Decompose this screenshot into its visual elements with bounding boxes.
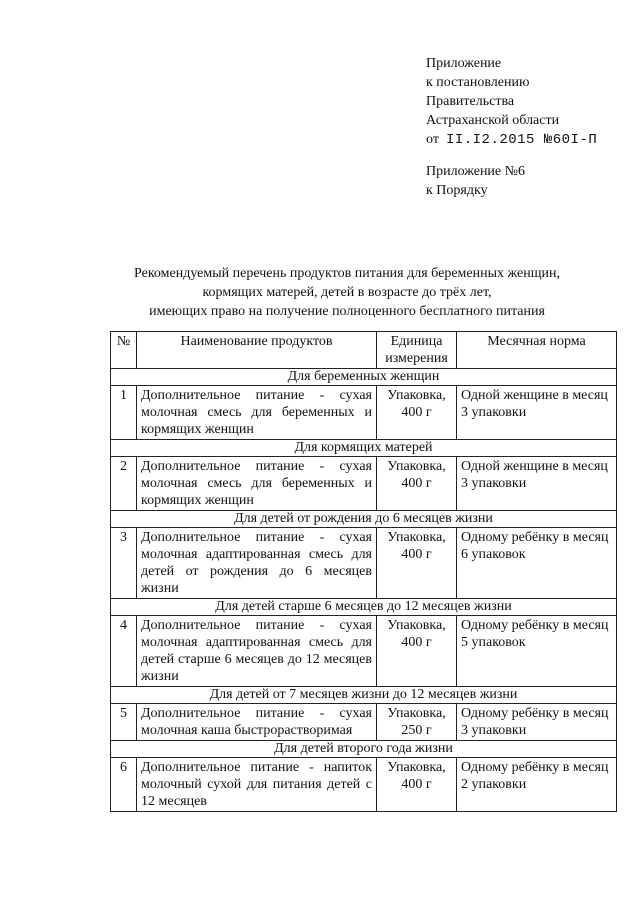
date-prefix: от	[426, 132, 439, 147]
table-row	[111, 457, 617, 511]
appendix-line: Приложение	[426, 56, 502, 71]
row-norm: Одному ребёнку в месяц 5 упаковок	[457, 616, 617, 687]
table-row	[111, 528, 617, 599]
row-norm: Одному ребёнку в месяц 2 упаковки	[457, 758, 617, 812]
products-table	[110, 331, 617, 812]
document-title	[100, 264, 594, 321]
appendix-number: Приложение №6	[426, 164, 525, 179]
appendix-line: Правительства	[426, 94, 515, 109]
title-line: Рекомендуемый перечень продуктов питания для беременных женщин,	[134, 266, 560, 281]
row-norm: Одному ребёнку в месяц 6 упаковок	[457, 528, 617, 599]
header-number: №	[111, 332, 137, 369]
group-title: Для детей от 7 месяцев жизни до 12 месяцев жизни	[111, 687, 617, 704]
row-name: Дополнительное питание - сухая молочная смесь для беременных и кормящих женщин	[137, 457, 377, 511]
group-row	[111, 511, 617, 528]
group-title: Для детей второго года жизни	[111, 741, 617, 758]
header-norm: Месячная норма	[457, 332, 617, 369]
row-number: 2	[111, 457, 137, 511]
row-unit: Упаковка, 400 г	[377, 457, 457, 511]
group-title: Для кормящих матерей	[111, 440, 617, 457]
table-row	[111, 758, 617, 812]
group-row	[111, 741, 617, 758]
row-unit: Упаковка, 400 г	[377, 758, 457, 812]
table-row	[111, 704, 617, 741]
row-name: Дополнительное питание - сухая молочная адаптированная смесь для детей от рождения до 6 месяцев жизни	[137, 528, 377, 599]
row-norm: Одному ребёнку в месяц 3 упаковки	[457, 704, 617, 741]
header-name: Наименование продуктов	[137, 332, 377, 369]
group-row	[111, 687, 617, 704]
group-row	[111, 440, 617, 457]
table-row	[111, 616, 617, 687]
appendix-order: к Порядку	[426, 183, 488, 198]
row-name: Дополнительное питание - сухая молочная каша быстрорастворимая	[137, 704, 377, 741]
group-title: Для детей старше 6 месяцев до 12 месяцев жизни	[111, 599, 617, 616]
title-line: имеющих право на получение полноценного бесплатного питания	[149, 304, 545, 319]
row-unit: Упаковка, 400 г	[377, 386, 457, 440]
row-name: Дополнительное питание - сухая молочная адаптированная смесь для детей старше 6 месяцев до 12 месяцев жизни	[137, 616, 377, 687]
row-name: Дополнительное питание - напиток молочный сухой для питания детей с 12 месяцев	[137, 758, 377, 812]
appendix-line: Астраханской области	[426, 113, 560, 128]
group-title: Для детей от рождения до 6 месяцев жизни	[111, 511, 617, 528]
row-name: Дополнительное питание - сухая молочная смесь для беременных и кормящих женщин	[137, 386, 377, 440]
group-title: Для беременных женщин	[111, 369, 617, 386]
title-line: кормящих матерей, детей в возрасте до трёх лет,	[202, 285, 492, 300]
appendix-header	[426, 54, 597, 150]
row-norm: Одной женщине в месяц 3 упаковки	[457, 457, 617, 511]
table-row	[111, 386, 617, 440]
row-norm: Одной женщине в месяц 3 упаковки	[457, 386, 617, 440]
group-row	[111, 369, 617, 386]
row-number: 5	[111, 704, 137, 741]
group-row	[111, 599, 617, 616]
appendix-line: к постановлению	[426, 75, 530, 90]
appendix-date-line	[426, 130, 597, 150]
row-unit: Упаковка, 400 г	[377, 616, 457, 687]
row-unit: Упаковка, 400 г	[377, 528, 457, 599]
row-number: 3	[111, 528, 137, 599]
row-number: 1	[111, 386, 137, 440]
row-number: 6	[111, 758, 137, 812]
appendix-number-block	[426, 162, 525, 200]
row-unit: Упаковка, 250 г	[377, 704, 457, 741]
header-unit: Единица измерения	[377, 332, 457, 369]
date-value: II.I2.2015 №60I-П	[445, 132, 598, 148]
row-number: 4	[111, 616, 137, 687]
table-header-row	[111, 332, 617, 369]
